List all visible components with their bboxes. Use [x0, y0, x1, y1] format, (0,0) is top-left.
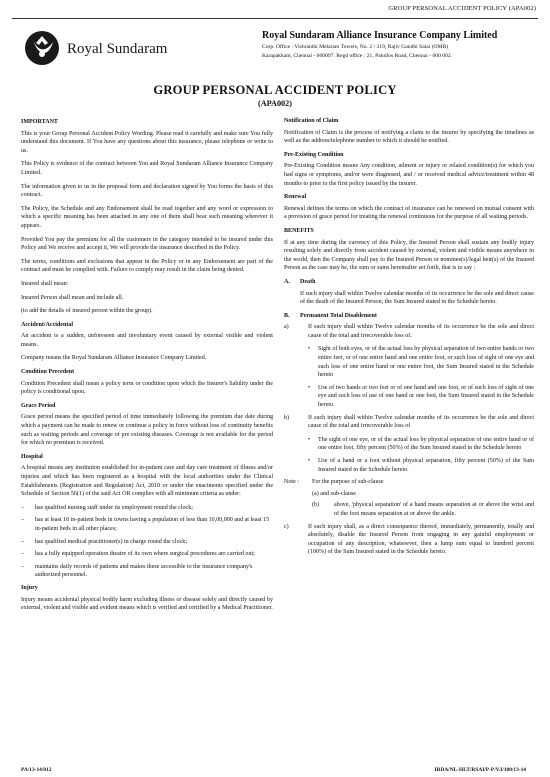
- section-a-label: A.: [284, 278, 290, 285]
- company-address-line2: Karapakkam, Chennai - 600097. Regd office : 21, Patullos Road, Chennai - 600 002.: [262, 53, 453, 59]
- company-name: Royal Sundaram Alliance Insurance Company Limited: [262, 30, 498, 41]
- pre-existing-heading: Pre-Existing Condition: [284, 151, 344, 158]
- clause-a-list: [308, 345, 534, 409]
- clause-a-text: If such injury shall within Twelve calendar months of its occurrence be the sole and direct cause of the total and irrecoverable loss of.: [308, 324, 534, 339]
- section-b-label: B.: [284, 312, 290, 319]
- accident-heading: Accident/Accidental: [21, 321, 74, 328]
- clause-b-label: b): [284, 414, 290, 421]
- clause-b-text: If such injury shall within Twelve calendar months of its occurrence be the sole and direct cause of the total and irrecoverable loss of: [308, 414, 534, 430]
- list-item: • The sight of one eye, or of the actual loss by physical separation of one entire hand or of one entire foot, fifty percent (50%) of the Sum Insured stated in the Schedule hereto: [308, 436, 534, 453]
- proposal-paragraph: The information given to us in the proposal form and declaration signed by You forms the basis of this contract.: [21, 183, 273, 199]
- hospital-criteria-list: [21, 504, 273, 580]
- accident-paragraph: An accident is a sudden, unforeseen and involuntary event caused by external visible and violent means.: [21, 333, 273, 348]
- clause-a-label: a): [284, 324, 289, 331]
- terms-paragraph: The terms, conditions and exclusions that appear in the Policy or in any Endorsement are part of the contract and must be complied with. Failure to comply may result in the claim being denied.: [21, 258, 273, 274]
- company-paragraph: Company means the Royal Sundaram Alliance Insurance Company Limited.: [21, 355, 207, 362]
- header-divider: [12, 18, 538, 19]
- list-item: • Use of two hands or two feet or of one hand and one foot, or of such loss of sight of one eye and such loss of use of one hand or one foot, the Sum Insured stated in the Schedule hereto.: [308, 384, 534, 410]
- note-sub-a: [312, 490, 534, 499]
- company-logo: [23, 28, 168, 68]
- grace-period-paragraph: Grace period means the specified period of time immediately following the premium due date during which a payment can be made to renew or continue a policy in force without loss of continuity benefits such as waiting periods and coverage of pre existing diseases. Coverage is not available for the period for which no premium is received.: [21, 414, 273, 447]
- note-sub-b-text: above, 'physical separation' of a hand means separation at or above the wrist and of the foot means separation at or above the ankle.: [334, 502, 534, 517]
- note-sub-b: [312, 501, 534, 518]
- death-title: Death: [300, 278, 316, 285]
- list-item: • Use of a hand or a foot without physical separation, fifty percent (50%) of the Sum Insured stated in the Schedule hereto.: [308, 457, 534, 474]
- benefits-paragraph: If at any time during the currency of this Policy, the Insured Person shall sustain any bodily injury resulting solely and directly from accident caused by external, violent and visible means anywhere in the world, then the Company shall pay to the Insured Person or nominee(s)/legal heir(s) of the Insured Person as the case may be, the sum or sums hereinafter set forth, that is to say :: [284, 239, 534, 272]
- clause-b-list: [308, 436, 534, 474]
- premium-paragraph: Provided You pay the premium for all the customers in the category intended to be insured under this Policy and We receive and accept it, We will provide the insurance described in the Policy.: [21, 236, 273, 252]
- death-paragraph: If such injury shall within Twelve calendar months of its occurrence be the sole and direct cause of the death of the Insured Person, the Sum Insured stated in the Schedule hereto.: [300, 290, 534, 306]
- notification-paragraph: Notification of Claim is the process of notifying a claim to the insurer by specifying the timelines as well as the address/telephone number to which it should be notified.: [284, 129, 534, 145]
- note-label: Note :: [284, 479, 299, 486]
- list-item: – has a fully equipped operation theatre of its own where surgical procedures are carried out;: [21, 550, 273, 559]
- death-heading: [284, 278, 534, 287]
- renewal-heading: Renewal: [284, 194, 307, 201]
- insured-paragraph: Insured shall mean:: [21, 280, 69, 287]
- footer-code-right: IRDA/NL-HLT/RSAI/P-P/V.I/180/13-14: [434, 767, 526, 773]
- list-item: – has qualified medical practitioner(s) in charge round the clock;: [21, 538, 273, 547]
- right-column: [284, 117, 534, 562]
- footer-code-left: PA/13-14/012: [21, 767, 52, 773]
- pre-existing-paragraph: Pre-Existing Condition means Any condition, ailment or injury or related condition(s) for which you had signs or symptoms, and/or were diagnosed, and / or received medical advice/treatment within 48 months to prior to the first policy issued by the insurer.: [284, 163, 534, 187]
- condition-precedent-heading: Condition Precedent: [21, 369, 75, 376]
- running-title: GROUP PERSONAL ACCIDENT POLICY (APA002): [388, 5, 536, 12]
- left-column: [21, 117, 273, 618]
- ptd-clause-a: [284, 323, 534, 340]
- note-sub-a-text: (a) and sub-clause: [312, 490, 356, 497]
- note-line: [284, 478, 534, 487]
- hospital-heading: Hospital: [21, 453, 43, 460]
- clause-c-text: If such injury shall, as a direct consequence thereof, immediately, permanently, totally and absolutely, disable the Insured Person from engaging in any gainful employment or occupation of any description, whatsoever, then a lump sum equal to hundred percent (100%) of the Sum Insured stated in the Schedule hereto.: [308, 523, 534, 556]
- condition-precedent-paragraph: Condition Precedent shall mean a policy term or condition upon which the Insurer's liability under the policy is conditional upon.: [21, 380, 273, 396]
- list-item: – maintains daily records of patients and makes these accessible to the insurance company's authorized personnel.: [21, 563, 273, 580]
- grace-period-heading: Grace Period: [21, 402, 56, 409]
- evidence-paragraph: This Policy is evidence of the contract between You and Royal Sundaram Alliance Insurance Company Limited.: [21, 161, 273, 176]
- page-subtitle: (APA002): [258, 99, 292, 108]
- ptd-title: Permanent Total Disablement: [300, 312, 377, 319]
- page-title: GROUP PERSONAL ACCIDENT POLICY: [153, 83, 397, 97]
- note-text: For the purpose of sub-clause: [312, 479, 384, 486]
- list-item: – has qualified nursing staff under its employment round the clock;: [21, 504, 273, 513]
- crown-emblem-icon: [23, 28, 61, 68]
- endorsement-paragraph: The Policy, the Schedule and any Endorsement shall be read together and any word or expression to which a specific meaning has been attached in any one of them shall bear such meaning wherever it appears.: [21, 205, 273, 229]
- logo-wordmark: Royal Sundaram: [67, 41, 168, 57]
- note-sub-b-label: (b): [312, 502, 320, 509]
- company-address-line1: Corp. Office : Vishranthi Melaram Towers, No. 2 / 319, Rajiv Gandhi Salai (OMR): [262, 44, 449, 50]
- renewal-paragraph: Renewal defines the terms on which the contract of insurance can be renewed on mutual consent with a provision of grace period for treating the renewal continuous for the purpose of all waiting periods.: [284, 205, 534, 221]
- ptd-clause-c: [284, 523, 534, 557]
- intro-paragraph: This is your Group Personal Accident Policy Wording. Please read it carefully and make sure You fully understand this document. If You have any questions about this insurance, please telephone or write to us.: [21, 130, 273, 154]
- important-heading: IMPORTANT: [21, 119, 58, 125]
- ptd-heading: [284, 312, 534, 321]
- insured-person-paragraph: Insured Person shall mean and include all.: [21, 294, 124, 301]
- ptd-clause-b: [284, 414, 534, 431]
- injury-heading: Injury: [21, 584, 38, 591]
- insured-details-paragraph: (to add the details of insured person within the group).: [21, 308, 153, 315]
- list-item: – has at least 10 in-patient beds in towns having a population of less than 10,00,000 and at least 15 in-patient beds in all other places;: [21, 516, 273, 533]
- clause-c-label: c): [284, 523, 289, 530]
- hospital-paragraph: A hospital means any institution established for in-patient care and day care treatment of illness and/or injuries and which has been registered as a hospital with the local authorities under the Clinical Establishments (Registration and Regulation) Act, 2010 or under the enactments specified under the Schedule of Section 56(1) of the said Act OR complies with all minimum criteria as under:: [21, 465, 273, 498]
- list-item: • Sight of both eyes, or of the actual loss by physical separation of two entire hands or two entire feet, or of one entire hand and one entire foot, or such loss of sight of one eye and such loss of one entire hand or one entire foot, the Sum Insured stated in the Schedule hereto: [308, 345, 534, 379]
- injury-paragraph: Injury means accidental physical bodily harm excluding illness or disease solely and directly caused by external, violent and visible and evident means which is verified and certified by a Medical Practitioner.: [21, 596, 273, 612]
- benefits-heading: BENEFITS: [284, 227, 314, 234]
- notification-heading: Notification of Claim: [284, 118, 339, 124]
